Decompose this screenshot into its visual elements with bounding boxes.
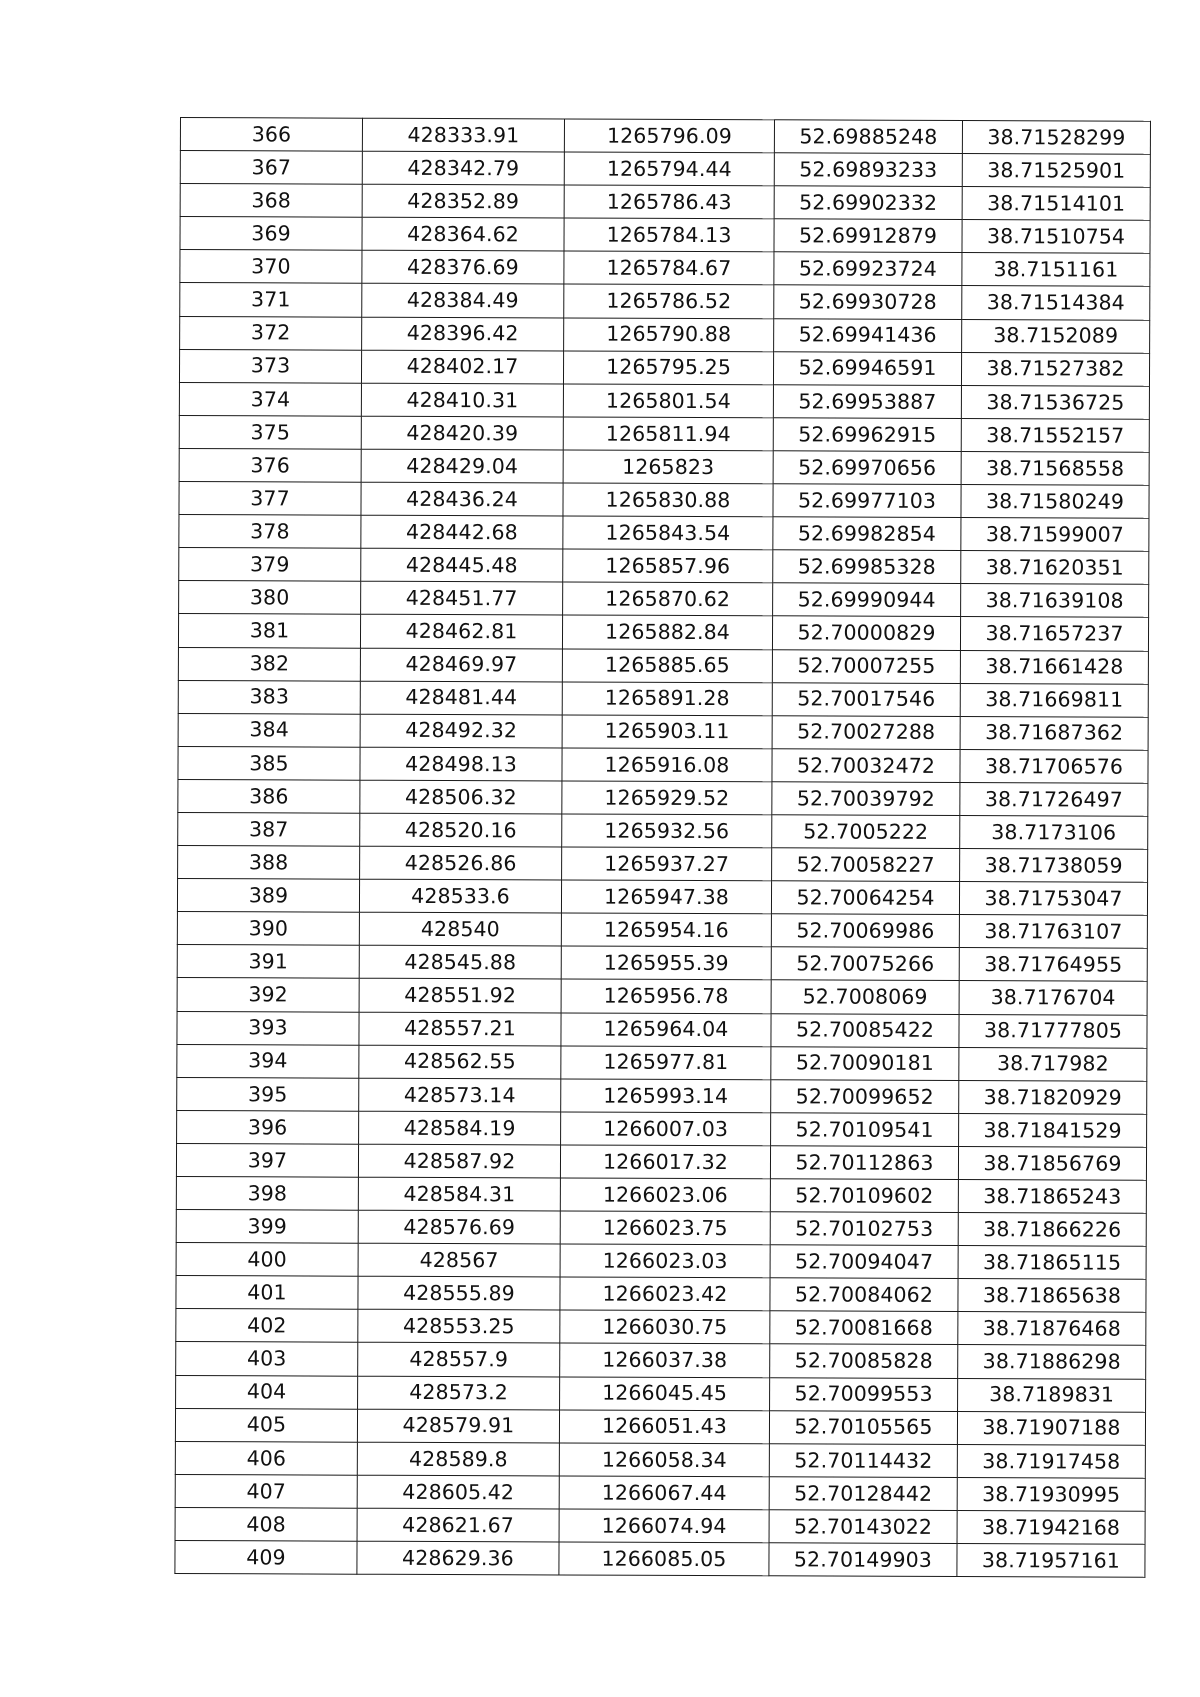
latitude-cell: 52.70007255 <box>772 649 960 683</box>
y-coordinate-cell: 1265786.43 <box>564 185 774 219</box>
y-coordinate-cell: 1265977.81 <box>561 1046 771 1080</box>
table-row <box>178 647 1148 684</box>
table-row <box>180 217 1150 254</box>
point-number-cell: 375 <box>179 415 361 449</box>
point-number-cell: 379 <box>179 548 361 582</box>
latitude-cell: 52.69941436 <box>774 318 962 352</box>
table-row <box>177 1044 1147 1081</box>
longitude-cell: 38.71661428 <box>960 650 1148 684</box>
x-coordinate-cell: 428520.16 <box>360 813 562 847</box>
x-coordinate-cell: 428436.24 <box>361 482 563 516</box>
x-coordinate-cell: 428557.21 <box>359 1012 561 1046</box>
x-coordinate-cell: 428384.49 <box>362 284 564 318</box>
y-coordinate-cell: 1266045.45 <box>560 1377 770 1411</box>
y-coordinate-cell: 1265830.88 <box>563 483 773 517</box>
table-row <box>178 746 1148 783</box>
y-coordinate-cell: 1265843.54 <box>563 516 773 550</box>
longitude-cell: 38.71568558 <box>961 451 1149 485</box>
longitude-cell: 38.71510754 <box>962 220 1150 254</box>
table-row <box>179 548 1149 585</box>
table-row <box>178 713 1148 750</box>
latitude-cell: 52.70017546 <box>772 682 960 716</box>
longitude-cell: 38.71552157 <box>961 418 1149 452</box>
x-coordinate-cell: 428442.68 <box>361 515 563 549</box>
longitude-cell: 38.7152089 <box>962 319 1150 353</box>
latitude-cell: 52.69977103 <box>773 484 961 518</box>
latitude-cell: 52.70069986 <box>771 914 959 948</box>
longitude-cell: 38.71706576 <box>960 749 1148 783</box>
table-row <box>179 482 1149 519</box>
y-coordinate-cell: 1265784.13 <box>564 218 774 252</box>
x-coordinate-cell: 428584.19 <box>359 1111 561 1145</box>
y-coordinate-cell: 1265811.94 <box>563 417 773 451</box>
latitude-cell: 52.70075266 <box>771 947 959 981</box>
longitude-cell: 38.71514101 <box>962 187 1150 221</box>
point-number-cell: 383 <box>178 680 360 714</box>
y-coordinate-cell: 1265929.52 <box>562 781 772 815</box>
point-number-cell: 391 <box>177 945 359 979</box>
latitude-cell: 52.70027288 <box>772 715 960 749</box>
y-coordinate-cell: 1265956.78 <box>561 979 771 1013</box>
x-coordinate-cell: 428576.69 <box>358 1210 560 1244</box>
table-row <box>175 1541 1145 1578</box>
table-row <box>179 448 1149 485</box>
y-coordinate-cell: 1266074.94 <box>559 1509 769 1543</box>
longitude-cell: 38.71876468 <box>958 1312 1146 1346</box>
x-coordinate-cell: 428555.89 <box>358 1276 560 1310</box>
point-number-cell: 399 <box>176 1210 358 1244</box>
point-number-cell: 374 <box>179 382 361 416</box>
x-coordinate-cell: 428420.39 <box>361 416 563 450</box>
x-coordinate-cell: 428410.31 <box>361 383 563 417</box>
point-number-cell: 406 <box>175 1441 357 1475</box>
latitude-cell: 52.69902332 <box>774 186 962 220</box>
x-coordinate-cell: 428498.13 <box>360 747 562 781</box>
point-number-cell: 385 <box>178 746 360 780</box>
table-row <box>177 912 1147 949</box>
table-row <box>180 250 1150 287</box>
point-number-cell: 371 <box>180 283 362 317</box>
x-coordinate-cell: 428545.88 <box>359 946 561 980</box>
longitude-cell: 38.71957161 <box>957 1544 1145 1578</box>
point-number-cell: 386 <box>178 779 360 813</box>
point-number-cell: 384 <box>178 713 360 747</box>
x-coordinate-cell: 428629.36 <box>357 1541 559 1575</box>
longitude-cell: 38.71777805 <box>959 1014 1147 1048</box>
y-coordinate-cell: 1265954.16 <box>561 913 771 947</box>
y-coordinate-cell: 1265885.65 <box>562 648 772 682</box>
longitude-cell: 38.71917458 <box>957 1444 1145 1478</box>
longitude-cell: 38.71865115 <box>958 1246 1146 1280</box>
x-coordinate-cell: 428462.81 <box>360 615 562 649</box>
x-coordinate-cell: 428352.89 <box>362 184 564 218</box>
latitude-cell: 52.70058227 <box>772 848 960 882</box>
latitude-cell: 52.69923724 <box>774 252 962 286</box>
latitude-cell: 52.70099652 <box>771 1079 959 1113</box>
latitude-cell: 52.70081668 <box>770 1311 958 1345</box>
coordinates-table-body <box>175 118 1151 1578</box>
y-coordinate-cell: 1265947.38 <box>561 880 771 914</box>
table-row <box>178 779 1148 816</box>
point-number-cell: 382 <box>178 647 360 681</box>
latitude-cell: 52.70109602 <box>770 1179 958 1213</box>
latitude-cell: 52.70085422 <box>771 1013 959 1047</box>
point-number-cell: 380 <box>179 581 361 615</box>
longitude-cell: 38.71536725 <box>961 385 1149 419</box>
x-coordinate-cell: 428621.67 <box>357 1508 559 1542</box>
longitude-cell: 38.71525901 <box>962 154 1150 188</box>
table-row <box>175 1408 1145 1445</box>
y-coordinate-cell: 1265857.96 <box>563 549 773 583</box>
point-number-cell: 395 <box>177 1077 359 1111</box>
y-coordinate-cell: 1266051.43 <box>559 1410 769 1444</box>
table-row <box>177 1110 1147 1147</box>
latitude-cell: 52.70114432 <box>769 1444 957 1478</box>
point-number-cell: 369 <box>180 217 362 251</box>
y-coordinate-cell: 1266023.75 <box>560 1211 770 1245</box>
y-coordinate-cell: 1266007.03 <box>561 1112 771 1146</box>
longitude-cell: 38.71514384 <box>962 286 1150 320</box>
latitude-cell: 52.69982854 <box>773 517 961 551</box>
longitude-cell: 38.71866226 <box>958 1213 1146 1247</box>
longitude-cell: 38.7173106 <box>960 815 1148 849</box>
point-number-cell: 367 <box>180 151 362 185</box>
y-coordinate-cell: 1265891.28 <box>562 682 772 716</box>
point-number-cell: 387 <box>178 812 360 846</box>
point-number-cell: 408 <box>175 1507 357 1541</box>
point-number-cell: 370 <box>180 250 362 284</box>
point-number-cell: 378 <box>179 515 361 549</box>
table-row <box>176 1375 1146 1412</box>
table-row <box>179 349 1149 386</box>
longitude-cell: 38.71856769 <box>958 1146 1146 1180</box>
y-coordinate-cell: 1265784.67 <box>564 251 774 285</box>
y-coordinate-cell: 1266037.38 <box>560 1343 770 1377</box>
table-row <box>179 515 1149 552</box>
longitude-cell: 38.71687362 <box>960 716 1148 750</box>
point-number-cell: 366 <box>180 118 362 152</box>
latitude-cell: 52.70143022 <box>769 1510 957 1544</box>
point-number-cell: 390 <box>177 912 359 946</box>
latitude-cell: 52.70064254 <box>771 881 959 915</box>
point-number-cell: 377 <box>179 482 361 516</box>
latitude-cell: 52.70149903 <box>769 1543 957 1577</box>
longitude-cell: 38.71527382 <box>961 352 1149 386</box>
y-coordinate-cell: 1265870.62 <box>563 582 773 616</box>
latitude-cell: 52.70000829 <box>772 616 960 650</box>
longitude-cell: 38.71763107 <box>959 915 1147 949</box>
table-row <box>180 316 1150 353</box>
latitude-cell: 52.7005222 <box>772 815 960 849</box>
latitude-cell: 52.69990944 <box>773 583 961 617</box>
x-coordinate-cell: 428584.31 <box>358 1177 560 1211</box>
table-row <box>177 1011 1147 1048</box>
point-number-cell: 392 <box>177 978 359 1012</box>
latitude-cell: 52.70094047 <box>770 1245 958 1279</box>
y-coordinate-cell: 1265794.44 <box>564 152 774 186</box>
point-number-cell: 409 <box>175 1541 357 1575</box>
table-row <box>180 283 1150 320</box>
longitude-cell: 38.71528299 <box>962 121 1150 155</box>
point-number-cell: 396 <box>177 1110 359 1144</box>
x-coordinate-cell: 428445.48 <box>361 548 563 582</box>
y-coordinate-cell: 1266023.03 <box>560 1244 770 1278</box>
x-coordinate-cell: 428333.91 <box>362 118 564 152</box>
latitude-cell: 52.69946591 <box>773 351 961 385</box>
y-coordinate-cell: 1265955.39 <box>561 946 771 980</box>
coordinates-table <box>174 117 1151 1578</box>
x-coordinate-cell: 428364.62 <box>362 217 564 251</box>
longitude-cell: 38.71865243 <box>958 1179 1146 1213</box>
table-row <box>175 1441 1145 1478</box>
x-coordinate-cell: 428376.69 <box>362 251 564 285</box>
x-coordinate-cell: 428553.25 <box>358 1310 560 1344</box>
latitude-cell: 52.70105565 <box>769 1410 957 1444</box>
latitude-cell: 52.70102753 <box>770 1212 958 1246</box>
table-row <box>176 1276 1146 1313</box>
latitude-cell: 52.69953887 <box>773 385 961 419</box>
latitude-cell: 52.69962915 <box>773 418 961 452</box>
table-row <box>176 1176 1146 1213</box>
point-number-cell: 394 <box>177 1044 359 1078</box>
longitude-cell: 38.71865638 <box>958 1279 1146 1313</box>
x-coordinate-cell: 428579.91 <box>357 1409 559 1443</box>
x-coordinate-cell: 428573.14 <box>359 1078 561 1112</box>
latitude-cell: 52.70128442 <box>769 1477 957 1511</box>
longitude-cell: 38.7176704 <box>959 981 1147 1015</box>
longitude-cell: 38.71841529 <box>959 1113 1147 1147</box>
longitude-cell: 38.7189831 <box>958 1378 1146 1412</box>
longitude-cell: 38.7151161 <box>962 253 1150 287</box>
longitude-cell: 38.71726497 <box>960 782 1148 816</box>
x-coordinate-cell: 428605.42 <box>357 1475 559 1509</box>
longitude-cell: 38.71930995 <box>957 1477 1145 1511</box>
point-number-cell: 397 <box>176 1143 358 1177</box>
y-coordinate-cell: 1266058.34 <box>559 1443 769 1477</box>
point-number-cell: 373 <box>179 349 361 383</box>
point-number-cell: 404 <box>176 1375 358 1409</box>
y-coordinate-cell: 1266067.44 <box>559 1476 769 1510</box>
latitude-cell: 52.70090181 <box>771 1046 959 1080</box>
table-row <box>179 415 1149 452</box>
latitude-cell: 52.69885248 <box>774 120 962 154</box>
point-number-cell: 398 <box>176 1176 358 1210</box>
latitude-cell: 52.70039792 <box>772 782 960 816</box>
latitude-cell: 52.70085828 <box>770 1344 958 1378</box>
x-coordinate-cell: 428526.86 <box>360 846 562 880</box>
longitude-cell: 38.71738059 <box>960 849 1148 883</box>
longitude-cell: 38.71599007 <box>961 518 1149 552</box>
latitude-cell: 52.70032472 <box>772 749 960 783</box>
y-coordinate-cell: 1265801.54 <box>563 384 773 418</box>
x-coordinate-cell: 428533.6 <box>359 879 561 913</box>
x-coordinate-cell: 428451.77 <box>361 582 563 616</box>
y-coordinate-cell: 1266023.06 <box>560 1178 770 1212</box>
latitude-cell: 52.69970656 <box>773 451 961 485</box>
point-number-cell: 388 <box>178 846 360 880</box>
y-coordinate-cell: 1265903.11 <box>562 715 772 749</box>
x-coordinate-cell: 428589.8 <box>357 1442 559 1476</box>
table-row <box>179 581 1149 618</box>
table-row <box>176 1309 1146 1346</box>
table-row <box>176 1243 1146 1280</box>
longitude-cell: 38.71639108 <box>961 584 1149 618</box>
table-row <box>178 846 1148 883</box>
table-row <box>180 184 1150 221</box>
longitude-cell: 38.71764955 <box>959 948 1147 982</box>
y-coordinate-cell: 1265823 <box>563 450 773 484</box>
longitude-cell: 38.71886298 <box>958 1345 1146 1379</box>
x-coordinate-cell: 428540 <box>359 912 561 946</box>
longitude-cell: 38.717982 <box>959 1047 1147 1081</box>
table-row <box>177 1077 1147 1114</box>
x-coordinate-cell: 428429.04 <box>361 449 563 483</box>
table-row <box>176 1143 1146 1180</box>
y-coordinate-cell: 1266017.32 <box>560 1145 770 1179</box>
table-row <box>178 812 1148 849</box>
latitude-cell: 52.70112863 <box>770 1146 958 1180</box>
y-coordinate-cell: 1266030.75 <box>560 1310 770 1344</box>
x-coordinate-cell: 428342.79 <box>362 151 564 185</box>
longitude-cell: 38.71820929 <box>959 1080 1147 1114</box>
point-number-cell: 405 <box>175 1408 357 1442</box>
point-number-cell: 372 <box>180 316 362 350</box>
longitude-cell: 38.71620351 <box>961 551 1149 585</box>
latitude-cell: 52.70099553 <box>770 1377 958 1411</box>
table-row <box>178 614 1148 651</box>
point-number-cell: 381 <box>178 614 360 648</box>
longitude-cell: 38.71907188 <box>957 1411 1145 1445</box>
point-number-cell: 400 <box>176 1243 358 1277</box>
x-coordinate-cell: 428481.44 <box>360 681 562 715</box>
longitude-cell: 38.71669811 <box>960 683 1148 717</box>
latitude-cell: 52.69930728 <box>774 285 962 319</box>
point-number-cell: 407 <box>175 1474 357 1508</box>
y-coordinate-cell: 1266023.42 <box>560 1277 770 1311</box>
table-row <box>179 382 1149 419</box>
table-row <box>175 1507 1145 1544</box>
y-coordinate-cell: 1265786.52 <box>564 284 774 318</box>
y-coordinate-cell: 1265796.09 <box>564 119 774 153</box>
point-number-cell: 401 <box>176 1276 358 1310</box>
table-row <box>176 1342 1146 1379</box>
table-row <box>176 1210 1146 1247</box>
x-coordinate-cell: 428492.32 <box>360 714 562 748</box>
point-number-cell: 376 <box>179 448 361 482</box>
longitude-cell: 38.71657237 <box>960 617 1148 651</box>
y-coordinate-cell: 1265882.84 <box>562 615 772 649</box>
longitude-cell: 38.71753047 <box>959 882 1147 916</box>
table-row <box>177 945 1147 982</box>
latitude-cell: 52.69985328 <box>773 550 961 584</box>
x-coordinate-cell: 428551.92 <box>359 979 561 1013</box>
table-row <box>180 118 1150 155</box>
table-row <box>175 1474 1145 1511</box>
latitude-cell: 52.70084062 <box>770 1278 958 1312</box>
point-number-cell: 389 <box>177 879 359 913</box>
y-coordinate-cell: 1265937.27 <box>562 847 772 881</box>
latitude-cell: 52.70109541 <box>771 1113 959 1147</box>
x-coordinate-cell: 428587.92 <box>358 1144 560 1178</box>
table-row <box>180 151 1150 188</box>
x-coordinate-cell: 428562.55 <box>359 1045 561 1079</box>
x-coordinate-cell: 428402.17 <box>361 350 563 384</box>
latitude-cell: 52.69912879 <box>774 219 962 253</box>
latitude-cell: 52.7008069 <box>771 980 959 1014</box>
x-coordinate-cell: 428557.9 <box>358 1343 560 1377</box>
latitude-cell: 52.69893233 <box>774 153 962 187</box>
y-coordinate-cell: 1266085.05 <box>559 1542 769 1576</box>
point-number-cell: 393 <box>177 1011 359 1045</box>
x-coordinate-cell: 428567 <box>358 1243 560 1277</box>
table-row <box>178 680 1148 717</box>
x-coordinate-cell: 428573.2 <box>358 1376 560 1410</box>
y-coordinate-cell: 1265790.88 <box>564 318 774 352</box>
longitude-cell: 38.71580249 <box>961 485 1149 519</box>
y-coordinate-cell: 1265932.56 <box>562 814 772 848</box>
x-coordinate-cell: 428396.42 <box>362 317 564 351</box>
y-coordinate-cell: 1265964.04 <box>561 1013 771 1047</box>
table-row <box>177 978 1147 1015</box>
point-number-cell: 402 <box>176 1309 358 1343</box>
y-coordinate-cell: 1265795.25 <box>563 351 773 385</box>
y-coordinate-cell: 1265993.14 <box>561 1079 771 1113</box>
y-coordinate-cell: 1265916.08 <box>562 748 772 782</box>
table-row <box>177 879 1147 916</box>
point-number-cell: 403 <box>176 1342 358 1376</box>
point-number-cell: 368 <box>180 184 362 218</box>
x-coordinate-cell: 428506.32 <box>360 780 562 814</box>
x-coordinate-cell: 428469.97 <box>360 648 562 682</box>
longitude-cell: 38.71942168 <box>957 1510 1145 1544</box>
